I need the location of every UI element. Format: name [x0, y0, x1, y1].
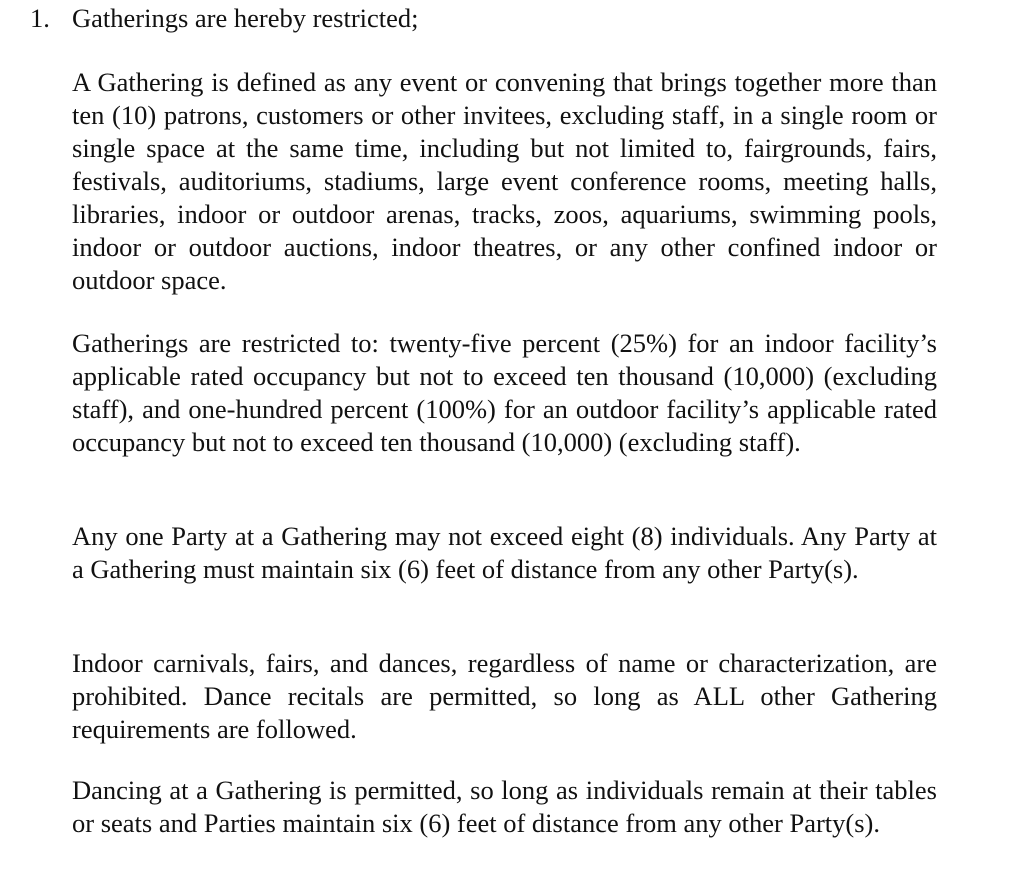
paragraph-capacity-restrictions: Gatherings are restricted to: twenty-five percent (25%) for an indoor facility’s applicable rated occupancy but not to exceed ten thousand (10,000) (excluding staff), and one-hundred percent (100%) for an outdoor facility’s applicable rated occupancy but not to exceed ten thousand (10,000) (excluding staff).	[72, 328, 937, 457]
list-item-title: Gatherings are hereby restricted;	[72, 3, 419, 33]
paragraph-gathering-definition: A Gathering is defined as any event or convening that brings together more than ten (10) patrons, customers or other invitees, excluding staff, in a single room or single space at the same time, including but not limited to, fairgrounds, fairs, festivals, auditoriums, stadiums, large event conference rooms, meeting halls, libraries, indoor or outdoor arenas, tracks, zoos, aquariums, swimming pools, indoor or outdoor auctions, indoor theatres, or any other confined indoor or outdoor space.	[72, 67, 937, 295]
list-item-number: 1.	[30, 3, 50, 33]
paragraph-indoor-carnivals: Indoor carnivals, fairs, and dances, regardless of name or characterization, are prohibited. Dance recitals are permitted, so long as ALL other Gathering requirements are followed.	[72, 648, 937, 744]
list-item-heading	[30, 0, 419, 36]
paragraph-dancing: Dancing at a Gathering is permitted, so long as individuals remain at their tables or seats and Parties maintain six (6) feet of distance from any other Party(s).	[72, 775, 937, 838]
paragraph-party-size: Any one Party at a Gathering may not exceed eight (8) individuals. Any Party at a Gathering must maintain six (6) feet of distance from any other Party(s).	[72, 521, 937, 584]
